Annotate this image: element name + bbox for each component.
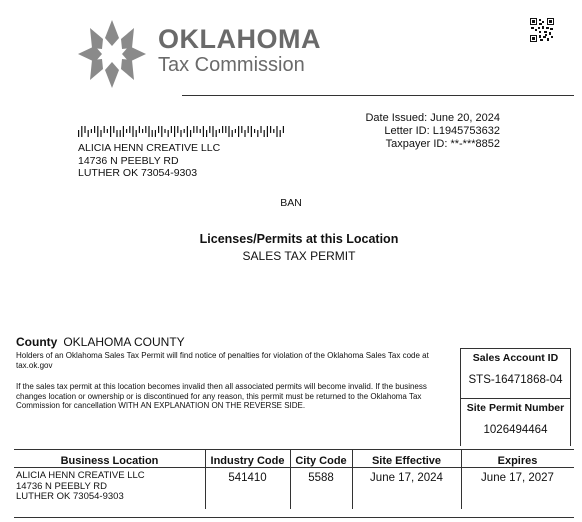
business-location-cell [16,471,145,503]
site-permit-value: 1026494464 [483,424,548,436]
county-line [16,335,185,349]
table-header-border [14,467,574,468]
sales-account-label: Sales Account ID [472,352,559,364]
table-top-border [14,449,574,450]
county-label: County [16,335,58,349]
mailing-street: 14736 N PEEBLY RD [78,154,179,167]
header-divider [182,95,574,96]
sales-account-value: STS-16471868-04 [468,374,563,386]
site-permit-label: Site Permit Number [466,402,565,414]
penalty-notice: Holders of an Oklahoma Sales Tax Permit will find notice of penalties for violation of the Oklahoma Sales Tax code at tax.ok.gov [16,351,429,370]
brand-subtitle: Tax Commission [158,54,305,76]
letter-info [350,112,500,151]
mailing-city: LUTHER OK 73054-9303 [78,167,198,179]
header-industry-code: Industry Code [210,455,285,467]
letter-id: Letter ID: L1945753632 [384,125,500,137]
ban-label: BAN [280,197,302,209]
taxpayer-id: Taxpayer ID: **-***8852 [385,138,500,150]
header-city-code: City Code [295,455,347,467]
brand-name: OKLAHOMA [158,24,321,54]
county-value: OKLAHOMA COUNTY [63,335,185,349]
business-city: LUTHER OK 73054-9303 [16,491,124,502]
expires-cell: June 17, 2027 [481,472,554,484]
postal-barcode [78,126,286,137]
section-subtitle: SALES TAX PERMIT [242,249,356,263]
account-box [460,348,571,446]
date-issued: Date Issued: June 20, 2024 [365,112,500,124]
section-title: Licenses/Permits at this Location [199,232,399,246]
qr-code-icon [530,18,554,42]
header-site-effective: Site Effective [371,455,442,467]
box-divider [460,398,571,399]
business-name: ALICIA HENN CREATIVE LLC [16,470,145,481]
invalidation-notice: If the sales tax permit at this location becomes invalid then all associated permits will become invalid. If the business changes location or ownership or is discontinued for any reason, this permit must be returned to the Oklahoma Tax Commission for cancellation WITH AN EXPLANATION ON THE REVERSE SIDE. [16,382,427,410]
table-bottom-border [14,517,574,518]
business-street: 14736 N PEEBLY RD [16,480,108,492]
city-code-cell: 5588 [308,472,334,484]
header-business-location: Business Location [60,455,159,467]
mailing-address [78,142,220,180]
header-expires: Expires [497,455,538,467]
industry-code-cell: 541410 [228,472,267,484]
mailing-name: ALICIA HENN CREATIVE LLC [78,142,221,154]
site-effective-cell: June 17, 2024 [370,472,443,484]
box-border-top [460,348,571,349]
oklahoma-star-icon [74,16,150,92]
